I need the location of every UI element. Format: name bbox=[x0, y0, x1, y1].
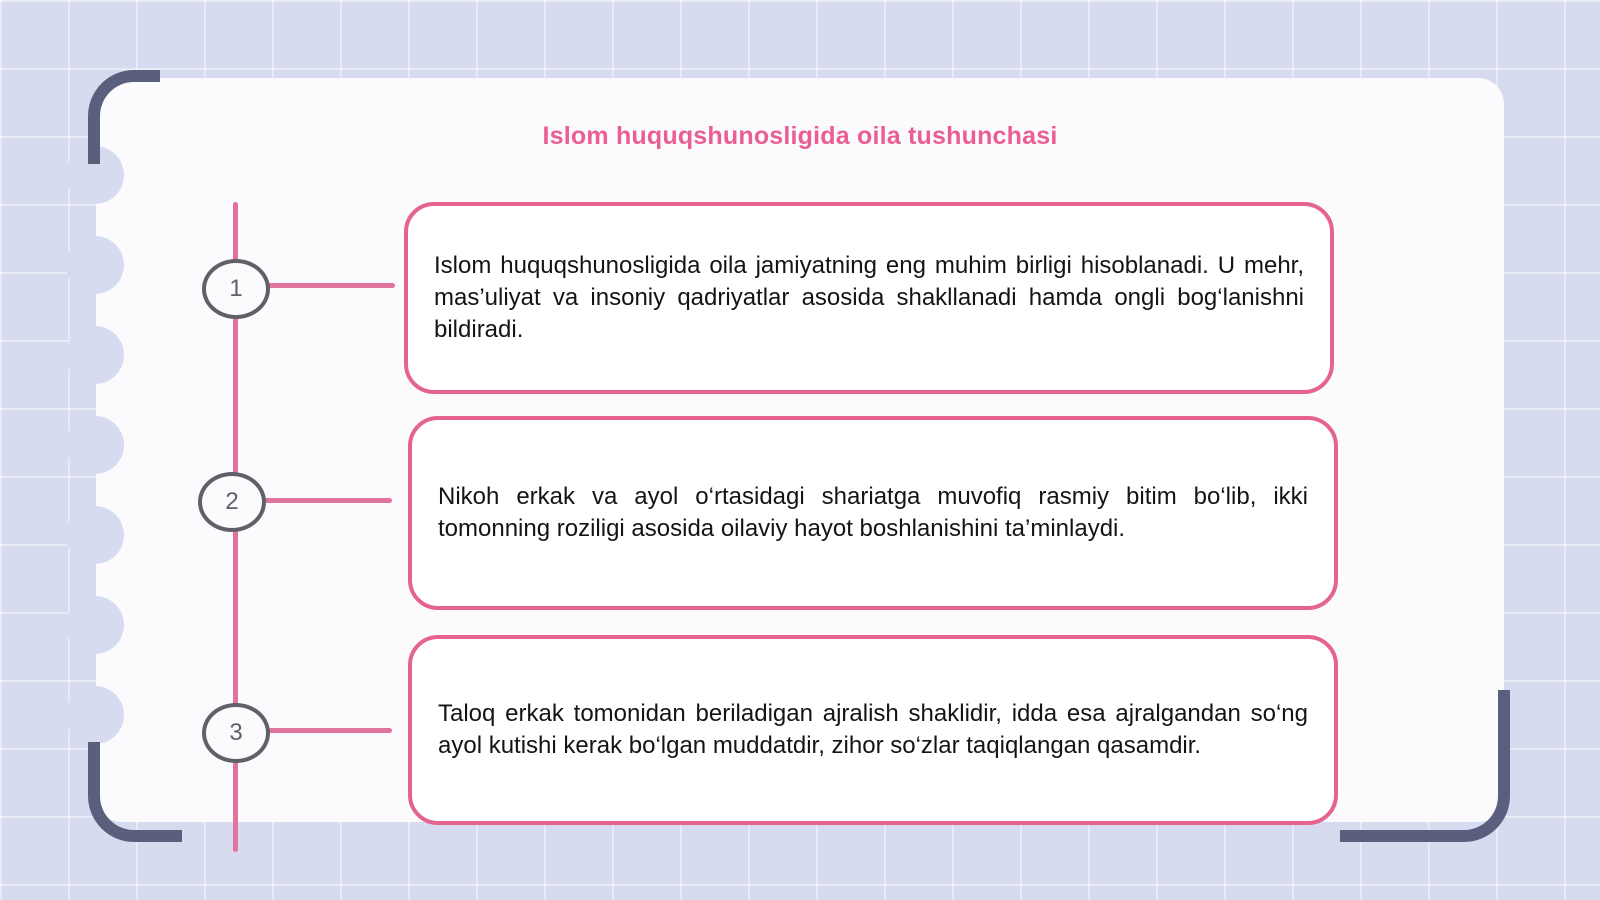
slide-title: Islom huquqshunosligida oila tushunchasi bbox=[542, 122, 1058, 150]
step-number-1: 1 bbox=[202, 259, 270, 319]
step-number-2: 2 bbox=[198, 472, 266, 532]
frame-corner-bottom-right bbox=[1340, 690, 1510, 842]
step-text-3: Taloq erkak tomonidan beriladigan ajralish shaklidir, idda esa ajralgandan so‘ng ayol kutishi kerak bo‘lgan muddatdir, zihor so‘zlar taqiqlangan qasamdir. bbox=[438, 700, 1308, 759]
paper-scallop bbox=[66, 506, 124, 564]
step-card-1 bbox=[404, 202, 1334, 394]
paper-scallop bbox=[66, 416, 124, 474]
frame-corner-top-left bbox=[88, 70, 160, 164]
step-text-2: Nikoh erkak va ayol o‘rtasidagi shariatga muvofiq rasmiy bitim bo‘lib, ikki tomonning roziligi asosida oilaviy hayot boshlanishini ta’minlaydi. bbox=[438, 483, 1308, 542]
step-text-1: Islom huquqshunosligida oila jamiyatning eng muhim birligi hisoblanadi. U mehr, mas’uliyat va insoniy qadriyatlar asosida shakllanadi hamda ongli bog‘lanishni bildiradi. bbox=[434, 252, 1304, 343]
paper-scallop bbox=[66, 596, 124, 654]
step-connector bbox=[268, 728, 392, 733]
paper-scallop bbox=[66, 326, 124, 384]
step-connector bbox=[264, 498, 392, 503]
step-number-3: 3 bbox=[202, 703, 270, 763]
paper-scallop bbox=[66, 236, 124, 294]
step-card-2 bbox=[408, 416, 1338, 610]
paper-scallop bbox=[66, 686, 124, 744]
frame-corner-bottom-left bbox=[88, 742, 182, 842]
step-card-3 bbox=[408, 635, 1338, 825]
step-connector bbox=[268, 283, 395, 288]
